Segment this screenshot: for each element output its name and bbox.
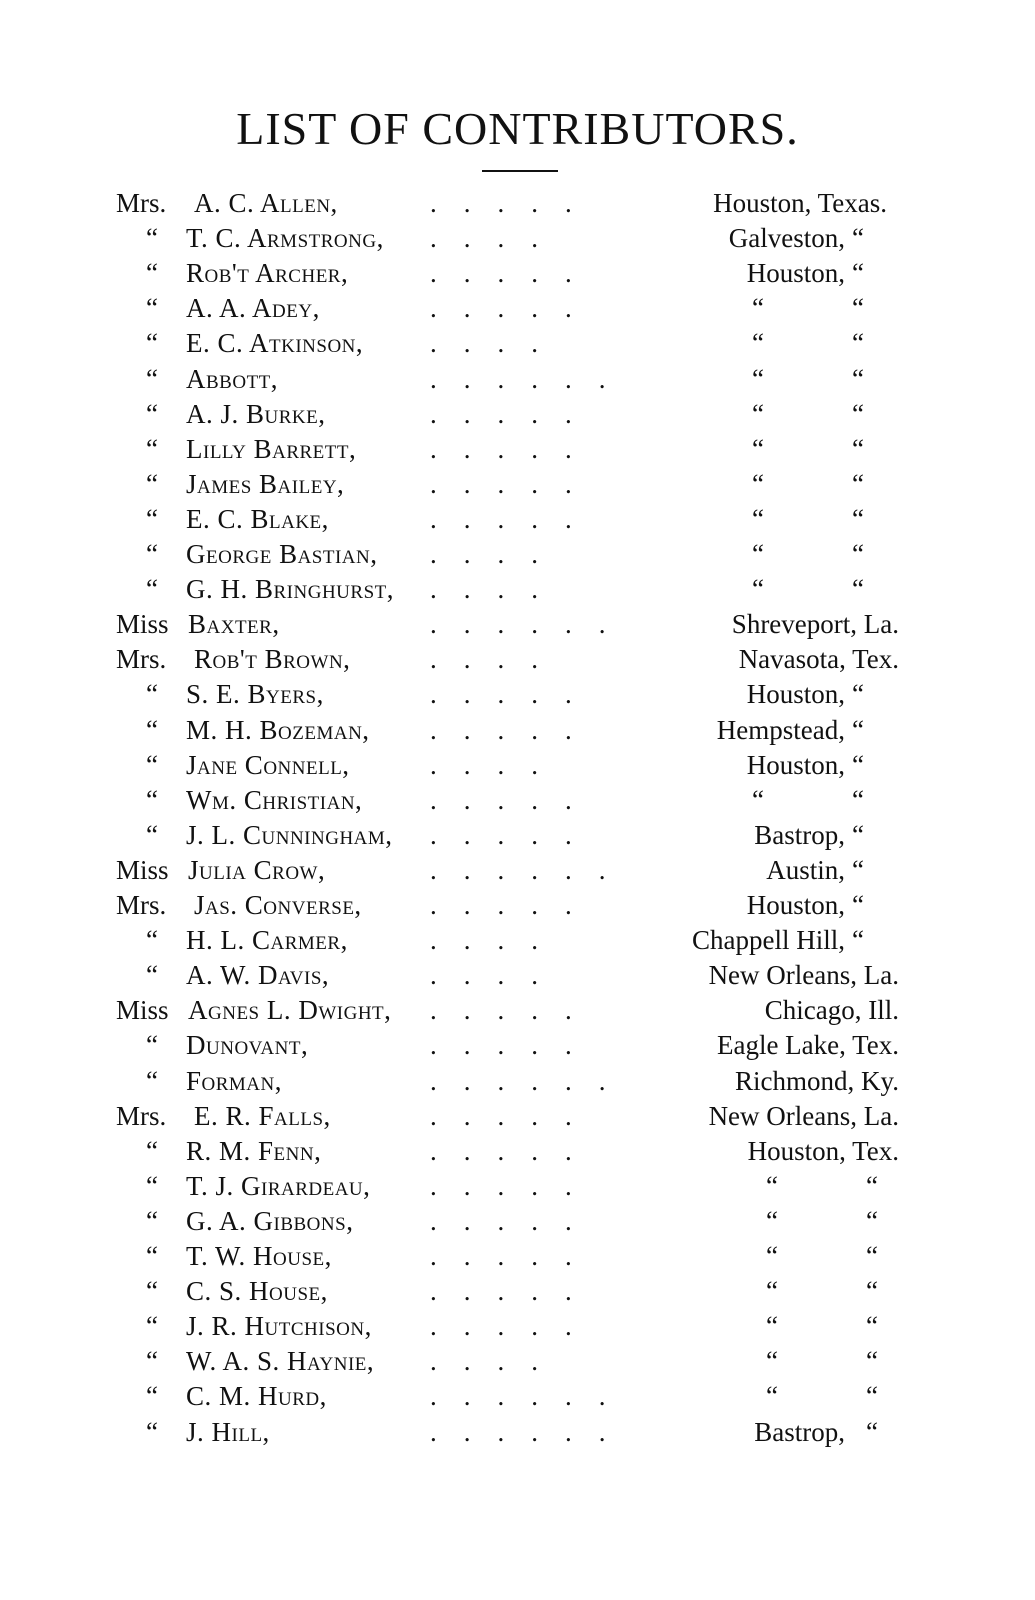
contributor-title: “ [146, 363, 158, 394]
contributor-name: J. L. Cunningham, [186, 819, 393, 850]
leader-dots: . . . . [430, 574, 538, 605]
city-ditto-mark: “ [752, 433, 764, 464]
list-item [0, 958, 1035, 993]
contributor-title: Mrs. [116, 1100, 167, 1131]
state-ditto-mark: “ [852, 363, 864, 394]
leader-dots: . . . . . . [430, 609, 606, 640]
leader-dots: . . . . . . [430, 854, 606, 885]
list-item [0, 783, 1035, 818]
contributor-title: Miss [116, 995, 169, 1026]
contributor-name: A. A. Adey, [186, 293, 320, 324]
leader-dots: . . . . [430, 749, 538, 780]
contributor-location: Houston, [746, 258, 845, 289]
contributor-name: Dunovant, [186, 1030, 309, 1061]
list-item [0, 1028, 1035, 1063]
state-ditto-mark: “ [852, 503, 864, 534]
contributor-location: Austin, [766, 854, 845, 885]
state-ditto-mark: “ [852, 819, 864, 850]
contributor-title: “ [146, 1205, 158, 1236]
state-ditto-mark: “ [852, 433, 864, 464]
contributor-name: George Bastian, [186, 539, 378, 569]
contributor-location: New Orleans, La. [708, 1100, 899, 1131]
contributor-title: “ [146, 819, 158, 850]
contributor-name: James Bailey, [186, 468, 345, 499]
contributor-name: M. H. Bozeman, [186, 714, 370, 745]
contributor-title: “ [146, 539, 158, 569]
list-item [0, 1099, 1035, 1134]
list-item [0, 1204, 1035, 1239]
city-ditto-mark: “ [752, 503, 764, 534]
state-ditto-mark: “ [852, 258, 864, 289]
contributor-location: Bastrop, [754, 1416, 845, 1447]
leader-dots: . . . . . [430, 433, 572, 464]
contributor-name: T. W. House, [186, 1241, 332, 1271]
list-item [0, 1274, 1035, 1309]
list-item [0, 853, 1035, 888]
contributor-name: E. C. Blake, [186, 503, 329, 534]
state-ditto-mark: “ [866, 1276, 878, 1307]
city-ditto-mark: “ [752, 468, 764, 499]
state-ditto-mark: “ [866, 1311, 878, 1342]
leader-dots: . . . . . [430, 784, 572, 815]
leader-dots: . . . . [430, 223, 538, 254]
contributor-title: “ [146, 293, 158, 324]
leader-dots: . . . . [430, 539, 538, 569]
state-ditto-mark: “ [852, 679, 864, 710]
contributor-name: A. W. Davis, [186, 960, 330, 991]
contributor-title: “ [146, 258, 158, 289]
list-item [0, 923, 1035, 958]
contributor-location: Eagle Lake, Tex. [716, 1030, 899, 1061]
leader-dots: . . . . . [430, 819, 572, 850]
contributor-title: “ [146, 1241, 158, 1271]
contributor-location: Hempstead, [716, 714, 845, 745]
contributor-location: Shreveport, La. [731, 609, 899, 640]
list-item [0, 1134, 1035, 1169]
contributor-title: “ [146, 328, 158, 359]
contributor-name: Rob't Archer, [186, 258, 349, 289]
leader-dots: . . . . . [430, 679, 572, 710]
list-item [0, 256, 1035, 291]
contributor-location: Houston, [746, 749, 845, 780]
leader-dots: . . . . . [430, 1205, 572, 1236]
list-item [0, 642, 1035, 677]
contributor-title: “ [146, 784, 158, 815]
state-ditto-mark: “ [866, 1381, 878, 1412]
leader-dots: . . . . . [430, 1170, 572, 1201]
list-item [0, 1239, 1035, 1274]
leader-dots: . . . . . [430, 995, 572, 1026]
leader-dots: . . . . . [430, 398, 572, 429]
leader-dots: . . . . . [430, 258, 572, 289]
contributor-title: “ [146, 1381, 158, 1412]
contributor-name: A. J. Burke, [186, 398, 326, 429]
city-ditto-mark: “ [752, 328, 764, 359]
state-ditto-mark: “ [852, 784, 864, 815]
contributor-location: New Orleans, La. [708, 960, 899, 991]
contributor-title: Mrs. [116, 890, 167, 920]
leader-dots: . . . . [430, 925, 538, 956]
contributor-title: Miss [116, 854, 169, 885]
contributor-title: “ [146, 223, 158, 254]
list-item [0, 607, 1035, 642]
leader-dots: . . . . . [430, 1100, 572, 1131]
list-item [0, 432, 1035, 467]
title-divider [482, 170, 558, 172]
list-item [0, 1064, 1035, 1099]
contributor-name: T. C. Armstrong, [186, 223, 384, 254]
contributor-name: A. C. Allen, [194, 188, 338, 218]
city-ditto-mark: “ [752, 539, 764, 569]
city-ditto-mark: “ [752, 574, 764, 605]
page-title: LIST OF CONTRIBUTORS. [236, 103, 799, 154]
city-ditto-mark: “ [766, 1311, 778, 1342]
list-item [0, 888, 1035, 923]
city-ditto-mark: “ [766, 1170, 778, 1201]
contributor-location: Houston, Tex. [747, 1135, 899, 1166]
city-ditto-mark: “ [752, 398, 764, 429]
state-ditto-mark: “ [866, 1241, 878, 1271]
contributor-name: W. A. S. Haynie, [186, 1346, 375, 1377]
contributor-location: Chicago, Ill. [764, 995, 899, 1026]
contributor-name: G. H. Bringhurst, [186, 574, 394, 605]
leader-dots: . . . . [430, 644, 538, 675]
state-ditto-mark: “ [852, 749, 864, 780]
leader-dots: . . . . . [430, 503, 572, 534]
contributor-title: “ [146, 749, 158, 780]
state-ditto-mark: “ [852, 890, 864, 920]
contributor-location: Houston, [746, 890, 845, 920]
city-ditto-mark: “ [766, 1276, 778, 1307]
leader-dots: . . . . . . [430, 363, 606, 394]
contributor-location: Navasota, Tex. [738, 644, 899, 675]
contributor-title: “ [146, 433, 158, 464]
state-ditto-mark: “ [852, 854, 864, 885]
list-item [0, 1344, 1035, 1379]
city-ditto-mark: “ [766, 1381, 778, 1412]
leader-dots: . . . . [430, 960, 538, 991]
list-item [0, 362, 1035, 397]
state-ditto-mark: “ [852, 223, 864, 254]
contributor-name: J. Hill, [186, 1416, 270, 1447]
leader-dots: . . . . . [430, 890, 572, 920]
city-ditto-mark: “ [752, 784, 764, 815]
leader-dots: . . . . . . [430, 1381, 606, 1412]
contributor-title: “ [146, 1065, 158, 1096]
contributor-name: Jas. Converse, [194, 890, 362, 920]
contributor-name: Wm. Christian, [186, 784, 363, 815]
contributor-title: “ [146, 1416, 158, 1447]
contributor-name: Baxter, [188, 609, 280, 640]
state-ditto-mark: “ [852, 574, 864, 605]
list-item [0, 818, 1035, 853]
contributor-location: Galveston, [728, 223, 845, 254]
list-item [0, 572, 1035, 607]
contributor-location: Houston, [746, 679, 845, 710]
state-ditto-mark: “ [866, 1170, 878, 1201]
contributor-name: Jane Connell, [186, 749, 350, 780]
contributor-name: C. M. Hurd, [186, 1381, 327, 1412]
list-item [0, 1415, 1035, 1450]
contributor-location: Chappell Hill, [692, 925, 845, 956]
city-ditto-mark: “ [752, 363, 764, 394]
contributor-name: C. S. House, [186, 1276, 328, 1307]
contributor-title: “ [146, 503, 158, 534]
contributor-name: E. R. Falls, [194, 1100, 331, 1131]
contributor-name: Abbott, [186, 363, 279, 394]
contributor-location: Bastrop, [754, 819, 845, 850]
leader-dots: . . . . . . [430, 1065, 606, 1096]
state-ditto-mark: “ [852, 293, 864, 324]
contributor-name: S. E. Byers, [186, 679, 324, 710]
contributor-name: Forman, [186, 1065, 282, 1096]
state-ditto-mark: “ [852, 539, 864, 569]
leader-dots: . . . . . [430, 293, 572, 324]
list-item [0, 1309, 1035, 1344]
contributor-title: “ [146, 1030, 158, 1061]
contributor-title: “ [146, 398, 158, 429]
contributor-location: Houston, Texas. [713, 188, 887, 218]
city-ditto-mark: “ [766, 1346, 778, 1377]
contributor-title: Mrs. [116, 188, 167, 218]
contributor-name: Julia Crow, [188, 854, 326, 885]
contributor-title: Mrs. [116, 644, 167, 675]
contributor-name: Agnes L. Dwight, [188, 995, 392, 1026]
leader-dots: . . . . . [430, 1241, 572, 1271]
leader-dots: . . . . . . [430, 1416, 606, 1447]
contributor-title: “ [146, 1311, 158, 1342]
leader-dots: . . . . [430, 1346, 538, 1377]
contributor-name: Rob't Brown, [194, 644, 351, 675]
contributor-name: T. J. Girardeau, [186, 1170, 371, 1201]
contributor-title: “ [146, 1135, 158, 1166]
contributor-title: Miss [116, 609, 169, 640]
list-item [0, 397, 1035, 432]
leader-dots: . . . . . [430, 1135, 572, 1166]
city-ditto-mark: “ [766, 1241, 778, 1271]
leader-dots: . . . . . [430, 1311, 572, 1342]
list-item [0, 993, 1035, 1028]
list-item [0, 291, 1035, 326]
list-item [0, 502, 1035, 537]
list-item [0, 186, 1035, 221]
contributor-title: “ [146, 468, 158, 499]
leader-dots: . . . . . [430, 714, 572, 745]
contributor-name: J. R. Hutchison, [186, 1311, 372, 1342]
contributor-name: R. M. Fenn, [186, 1135, 322, 1166]
state-ditto-mark: “ [852, 925, 864, 956]
leader-dots: . . . . . [430, 1276, 572, 1307]
contributor-name: Lilly Barrett, [186, 433, 357, 464]
contributor-title: “ [146, 574, 158, 605]
contributor-location: Richmond, Ky. [735, 1065, 899, 1096]
leader-dots: . . . . . [430, 1030, 572, 1061]
contributor-title: “ [146, 1276, 158, 1307]
state-ditto-mark: “ [852, 328, 864, 359]
state-ditto-mark: “ [866, 1416, 878, 1447]
list-item [0, 1169, 1035, 1204]
contributor-title: “ [146, 679, 158, 710]
contributor-title: “ [146, 925, 158, 956]
contributor-name: E. C. Atkinson, [186, 328, 364, 359]
leader-dots: . . . . . [430, 188, 572, 218]
state-ditto-mark: “ [866, 1205, 878, 1236]
list-item [0, 326, 1035, 361]
state-ditto-mark: “ [866, 1346, 878, 1377]
list-item [0, 537, 1035, 572]
city-ditto-mark: “ [752, 293, 764, 324]
contributor-name: G. A. Gibbons, [186, 1205, 354, 1236]
leader-dots: . . . . [430, 328, 538, 359]
city-ditto-mark: “ [766, 1205, 778, 1236]
contributor-title: “ [146, 714, 158, 745]
contributor-title: “ [146, 1346, 158, 1377]
leader-dots: . . . . . [430, 468, 572, 499]
state-ditto-mark: “ [852, 398, 864, 429]
list-item [0, 221, 1035, 256]
state-ditto-mark: “ [852, 468, 864, 499]
contributor-title: “ [146, 1170, 158, 1201]
contributor-title: “ [146, 960, 158, 991]
contributor-name: H. L. Carmer, [186, 925, 348, 956]
state-ditto-mark: “ [852, 714, 864, 745]
list-item [0, 713, 1035, 748]
list-item [0, 748, 1035, 783]
list-item [0, 677, 1035, 712]
list-item [0, 467, 1035, 502]
list-item [0, 1379, 1035, 1414]
